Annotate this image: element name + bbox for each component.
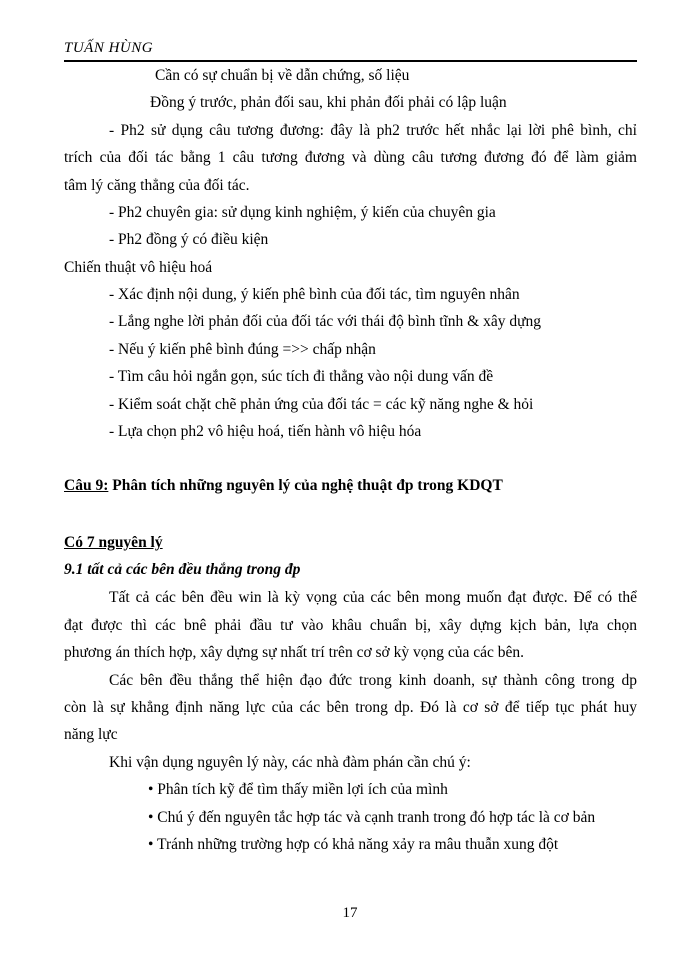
text-line: - Lắng nghe lời phản đối của đối tác với thái độ bình tĩnh & xây dựng	[109, 313, 542, 330]
question-heading	[64, 476, 503, 496]
text-line: - Ph2 chuyên gia: sử dụng kinh nghiệm, ý kiến của chuyên gia	[109, 204, 496, 221]
bullet-item: • Phân tích kỹ để tìm thấy miền lợi ích của mình	[148, 781, 448, 798]
text-line: - Tìm câu hỏi ngắn gọn, súc tích đi thẳng vào nội dung vấn đề	[109, 368, 494, 385]
paragraph-line: phương án thích hợp, xây dựng sự nhất trí trên cơ sở kỳ vọng của các bên.	[64, 644, 525, 661]
paragraph-line: Khi vận dụng nguyên lý này, các nhà đàm phán cần chú ý:	[109, 754, 471, 771]
paragraph-line: còn là sự khẳng định năng lực của các bên trong dp. Đó là cơ sở để tiếp tục phát huy	[64, 699, 637, 716]
paragraph-line: năng lực	[64, 726, 118, 743]
text-line: - Ph2 đồng ý có điều kiện	[109, 231, 269, 248]
text-line: Đồng ý trước, phản đối sau, khi phản đối phải có lập luận	[150, 94, 507, 111]
text-line: Cần có sự chuẩn bị về dẫn chứng, số liệu	[155, 67, 410, 84]
question-label: Câu 9:	[64, 477, 109, 494]
paragraph-line: Tất cả các bên đều win là kỳ vọng của các bên mong muốn đạt được. Để có thể	[109, 589, 637, 606]
bullet-item: • Chú ý đến nguyên tắc hợp tác và cạnh tranh trong đó hợp tác là cơ bản	[148, 809, 596, 826]
text-line: - Lựa chọn ph2 vô hiệu hoá, tiến hành vô hiệu hóa	[109, 423, 422, 440]
bullet-item: • Tránh những trường hợp có khả năng xảy ra mâu thuẫn xung đột	[148, 836, 559, 853]
text-line: trích của đối tác bằng 1 câu tương đương và dùng câu tương đương đó để làm giảm	[64, 149, 637, 166]
text-line: - Nếu ý kiến phê bình đúng =>> chấp nhận	[109, 341, 376, 358]
text-line: Chiến thuật vô hiệu hoá	[64, 259, 213, 276]
running-header: TUẤN HÙNG	[64, 40, 154, 56]
header-rule	[64, 60, 637, 62]
text-line: - Kiểm soát chặt chẽ phản ứng của đối tác = các kỹ năng nghe & hỏi	[109, 396, 534, 413]
text-line: tâm lý căng thẳng của đối tác.	[64, 177, 250, 194]
paragraph-line: Các bên đều thắng thể hiện đạo đức trong kinh doanh, sự thành công trong dp	[109, 672, 637, 689]
section-heading: Có 7 nguyên lý	[64, 534, 163, 551]
paragraph-line: đạt được thì các bnê phải đầu tư vào khâu chuẩn bị, xây dựng kịch bản, lựa chọn	[64, 617, 637, 634]
page-number: 17	[342, 905, 358, 921]
subsection-heading: 9.1 tất cả các bên đều thắng trong đp	[64, 561, 301, 578]
question-text: Phân tích những nguyên lý của nghệ thuật đp trong KDQT	[108, 477, 503, 494]
text-line: - Ph2 sử dụng câu tương đương: đây là ph2 trước hết nhắc lại lời phê bình, chỉ	[109, 122, 637, 139]
text-line: - Xác định nội dung, ý kiến phê bình của đối tác, tìm nguyên nhân	[109, 286, 520, 303]
